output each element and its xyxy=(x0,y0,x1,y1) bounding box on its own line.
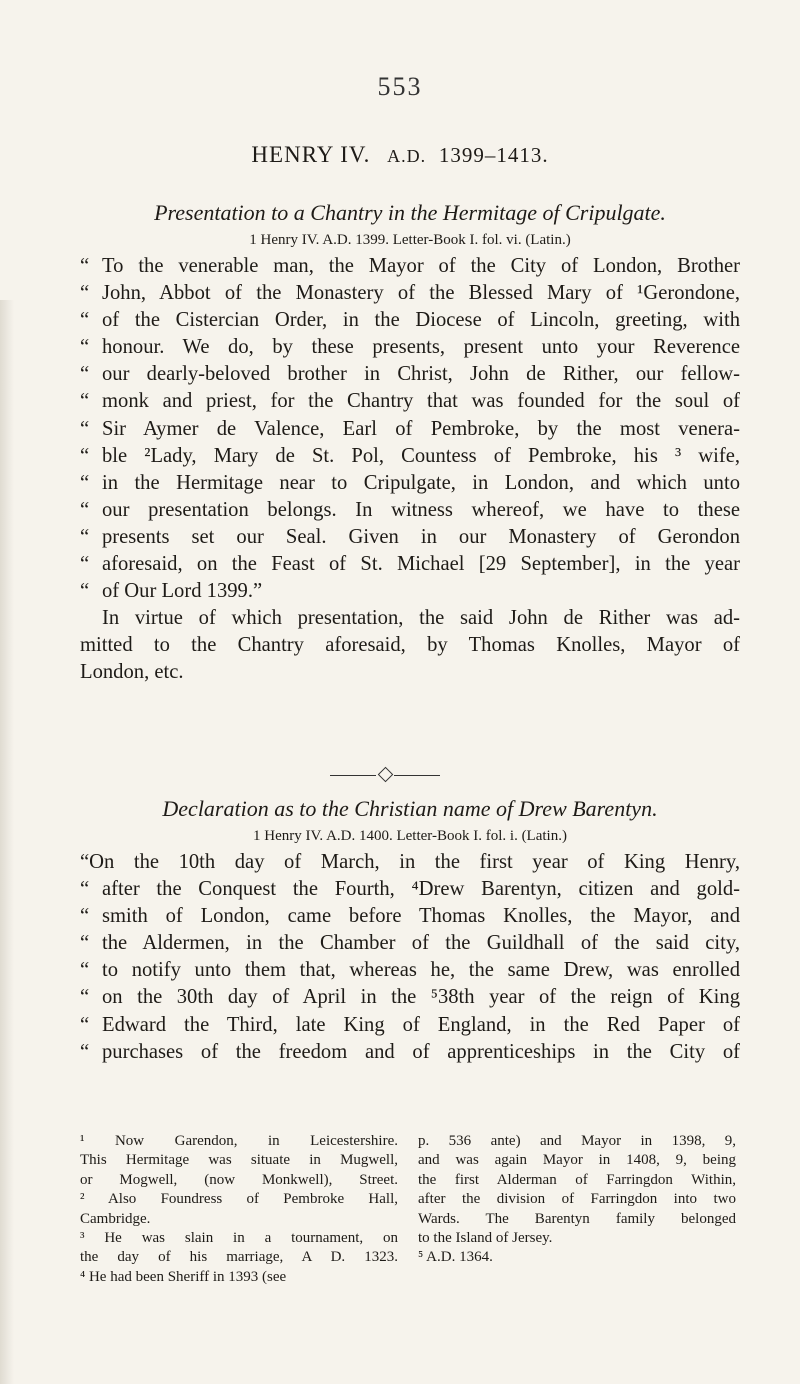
text-line: London, etc. xyxy=(80,661,184,684)
footnote-line: after the division of Farringdon into two xyxy=(418,1191,736,1208)
footnote-line: the day of his marriage, A D. 1323. xyxy=(80,1249,398,1266)
text-line: “On the 10th day of March, in the first year of King Henry, xyxy=(80,851,740,873)
text-line: mitted to the Chantry aforesaid, by Thomas Knolles, Mayor of xyxy=(80,634,740,657)
section-divider xyxy=(330,768,440,782)
text-line: “ Sir Aymer de Valence, Earl of Pembroke, by the most venera- xyxy=(80,417,740,440)
footnote-line: Wards. The Barentyn family belonged xyxy=(418,1210,736,1227)
running-head-king: HENRY IV. xyxy=(251,142,371,167)
text-line: “ to notify unto them that, whereas he, the same Drew, was enrolled xyxy=(80,959,740,982)
running-head-ad: A.D. xyxy=(387,146,427,166)
text-line: “ our presentation belongs. In witness whereof, we have to these xyxy=(80,498,740,521)
text-line: “ smith of London, came before Thomas Knolles, the Mayor, and xyxy=(80,905,740,928)
text-line: “ presents set our Seal. Given in our Monastery of Gerondon xyxy=(80,525,740,548)
section-declaration xyxy=(80,796,740,1066)
text-line: “ our dearly-beloved brother in Christ, John de Rither, our fellow- xyxy=(80,363,740,386)
margin-shadow xyxy=(0,300,14,1384)
footnote-line: the first Alderman of Farringdon Within, xyxy=(418,1171,736,1188)
section-presentation xyxy=(80,200,740,687)
footnote-line: Cambridge. xyxy=(80,1210,151,1227)
footnote-line: ⁵ A.D. 1364. xyxy=(418,1249,493,1266)
text-line: “ To the venerable man, the Mayor of the City of London, Brother xyxy=(80,255,740,277)
running-head-years: 1399–1413. xyxy=(438,143,549,167)
footnote-line: ³ He was slain in a tournament, on xyxy=(80,1230,398,1247)
footnote-line: to the Island of Jersey. xyxy=(418,1230,553,1247)
section-body xyxy=(80,849,740,1066)
footnote-line: ¹ Now Garendon, in Leicestershire. xyxy=(80,1133,398,1149)
footnote-line: This Hermitage was situate in Mugwell, xyxy=(80,1152,398,1169)
footnote-line: or Mogwell, (now Monkwell), Street. xyxy=(80,1171,398,1188)
text-line: “ on the 30th day of April in the ⁵38th year of the reign of King xyxy=(80,986,740,1009)
text-line: “ purchases of the freedom and of apprenticeships in the City of xyxy=(80,1040,740,1063)
footnote-line: ⁴ He had been Sheriff in 1393 (see xyxy=(80,1268,287,1285)
text-line: “ aforesaid, on the Feast of St. Michael [29 September], in the year xyxy=(80,553,740,576)
text-line: “ honour. We do, by these presents, present unto your Reverence xyxy=(80,336,740,359)
text-line: “ John, Abbot of the Monastery of the Blessed Mary of ¹Gerondone, xyxy=(80,282,740,305)
footnote-line: p. 536 ante) and Mayor in 1398, 9, xyxy=(418,1133,736,1149)
text-line: “ monk and priest, for the Chantry that was founded for the soul of xyxy=(80,390,740,413)
section-body xyxy=(80,253,740,687)
text-line: “ of Our Lord 1399.” xyxy=(80,580,263,603)
section-source: 1 Henry IV. A.D. 1400. Letter-Book I. fol. i. (Latin.) xyxy=(253,828,567,844)
text-line: In virtue of which presentation, the said John de Rither was ad- xyxy=(102,607,740,630)
footnote-line: and was again Mayor in 1408, 9, being xyxy=(418,1152,736,1169)
footnotes-left xyxy=(80,1132,398,1287)
text-line: “ of the Cistercian Order, in the Diocese of Lincoln, greeting, with xyxy=(80,309,740,332)
section-source: 1 Henry IV. A.D. 1399. Letter-Book I. fol. vi. (Latin.) xyxy=(249,232,571,248)
text-line: “ in the Hermitage near to Cripulgate, in London, and which unto xyxy=(80,471,740,494)
running-head xyxy=(0,142,800,168)
section-title: Declaration as to the Christian name of Drew Barentyn. xyxy=(162,796,658,821)
footnotes-right xyxy=(418,1132,736,1268)
footnote-line: ² Also Foundress of Pembroke Hall, xyxy=(80,1191,398,1208)
text-line: “ ble ²Lady, Mary de St. Pol, Countess of Pembroke, his ³ wife, xyxy=(80,444,740,467)
page-number: 553 xyxy=(377,72,423,101)
text-line: “ the Aldermen, in the Chamber of the Guildhall of the said city, xyxy=(80,932,740,955)
text-line: “ Edward the Third, late King of England, in the Red Paper of xyxy=(80,1013,740,1036)
text-line: “ after the Conquest the Fourth, ⁴Drew Barentyn, citizen and gold- xyxy=(80,878,740,901)
diamond-ornament-icon xyxy=(378,767,394,783)
section-title: Presentation to a Chantry in the Hermitage of Cripulgate. xyxy=(154,200,666,225)
